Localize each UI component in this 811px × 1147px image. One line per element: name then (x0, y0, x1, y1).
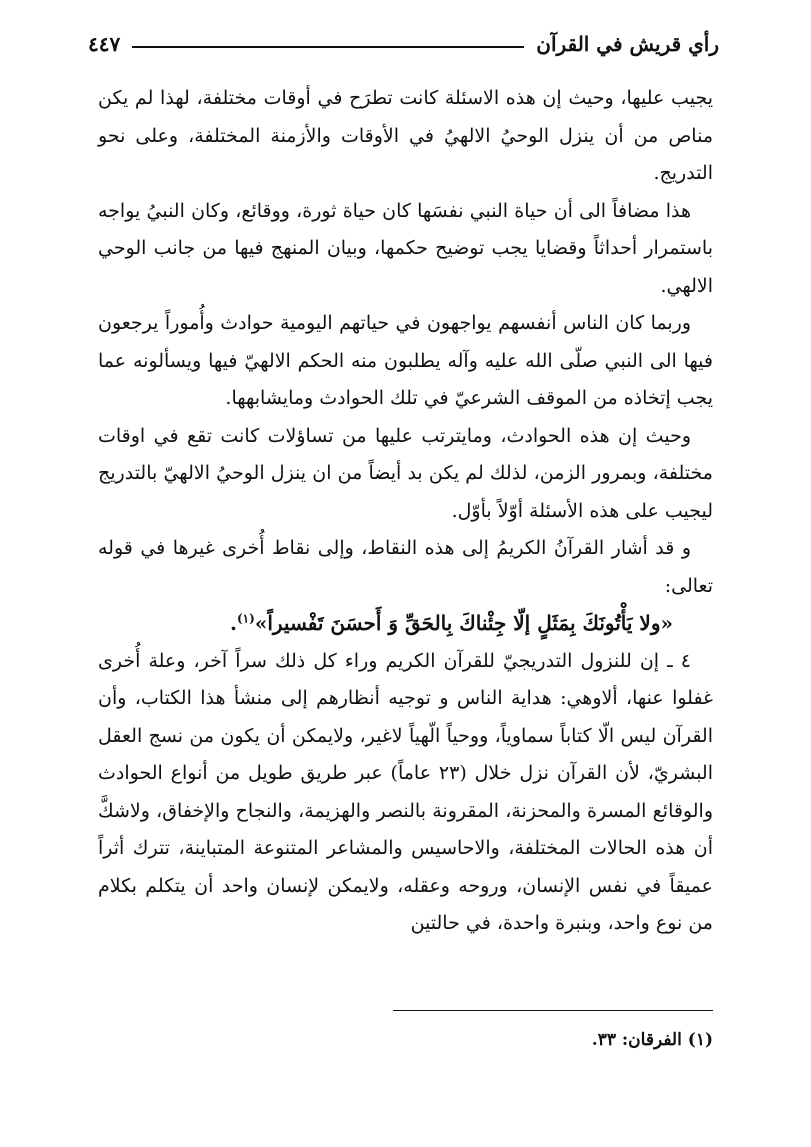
body-text (98, 80, 713, 943)
quran-quote: «ولا يَأْتُونَكَ بِمَثَلٍ إلّا جِئْناكَ بِالحَقِّ وَ أَحسَنَ تَفْسيراً»$^{(١)}$. (230, 611, 673, 635)
page-number: ٤٤٧ (88, 32, 121, 56)
paragraph: و قد أشار القرآنُ الكريمُ إلى هذه النقاط، وإلى نقاط أُخرى غيرها في قوله تعالى: (98, 537, 713, 597)
footnote-marker[interactable]: (١) (236, 611, 255, 626)
paragraph: وحيث إن هذه الحوادث، ومايترتب عليها من تساؤلات كانت تقع في اوقات مختلفة، وبمرور الزمن، لذلك لم يكن بد أيضاً من ان ينزل الوحيُ الالهيّ بالتدريج ليجيب على هذه الأسئلة أوّلاً بأوّل. (98, 424, 713, 522)
paragraph: وربما كان الناس أنفسهم يواجهون في حياتهم اليومية حوادث وأُموراً يرجعون فيها الى النبي صلّى الله عليه وآله يطلبون منه الحكم الالهيّ فيها ويسألونه عما يجب إتخاذه من الموقف الشرعيّ في تلك الحوادث ومايشابهها. (98, 312, 713, 409)
paragraph: يجيب عليها، وحيث إن هذه الاسئلة كانت تطرَح في أوقات مختلفة، لهذا لم يكن مناص من أن ينزل الوحيُ الالهيُ في الأوقات والأزمنة المختلفة، وعلى نحو التدريج. (98, 87, 713, 184)
header-rule (132, 46, 524, 48)
paragraph: ٤ ـ إن للنزول التدريجيّ للقرآن الكريم وراء كل ذلك سراً آخر، وعلة أُخرى غفلوا عنها، ألاوهي: هداية الناس و توجيه أنظارهم إلى منشأ هذا الكتاب، وأن القرآن ليس الّا كتاباً سماوياً، ووحياً الّهياً لاغير، ولايمكن أن يكون من نسج العقل البشريّ، لأن القرآن نزل خلال (٢٣ عاماً) عبر طريق طويل من أنواع الحوادث والوقائع المسرة والمحزنة، المقرونة بالنصر والهزيمة، والنجاح والإخفاق، ولاشكَّ أن هذه الحالات المختلفة، والاحاسيس والمشاعر المتنوعة المتباينة، تترك أثراً عميقاً في نفس الإنسان، وروحه وعقله، ولايمكن لإنسان واحد أن يتكلم بكلام من نوع واحد، وبنبرة واحدة، في حالتين (98, 649, 713, 934)
running-header (88, 26, 719, 62)
footnote: (١) الفرقان: ٣٣. (591, 1030, 713, 1050)
footnote-rule (393, 1010, 713, 1011)
quote-text: «ولا يَأْتُونَكَ بِمَثَلٍ إلّا جِئْناكَ بِالحَقِّ وَ أَحسَنَ تَفْسيراً» (254, 611, 673, 635)
paragraph: هذا مضافاً الى أن حياة النبي نفسَها كان حياة ثورة، ووقائع، وكان النبيُ يواجه باستمرار أحداثاً وقضايا يجب توضيح حكمها، وبيان المنهج فيها من جانب الوحي الالهي. (98, 199, 713, 297)
header-title: رأي قريش في القرآن (536, 32, 719, 56)
